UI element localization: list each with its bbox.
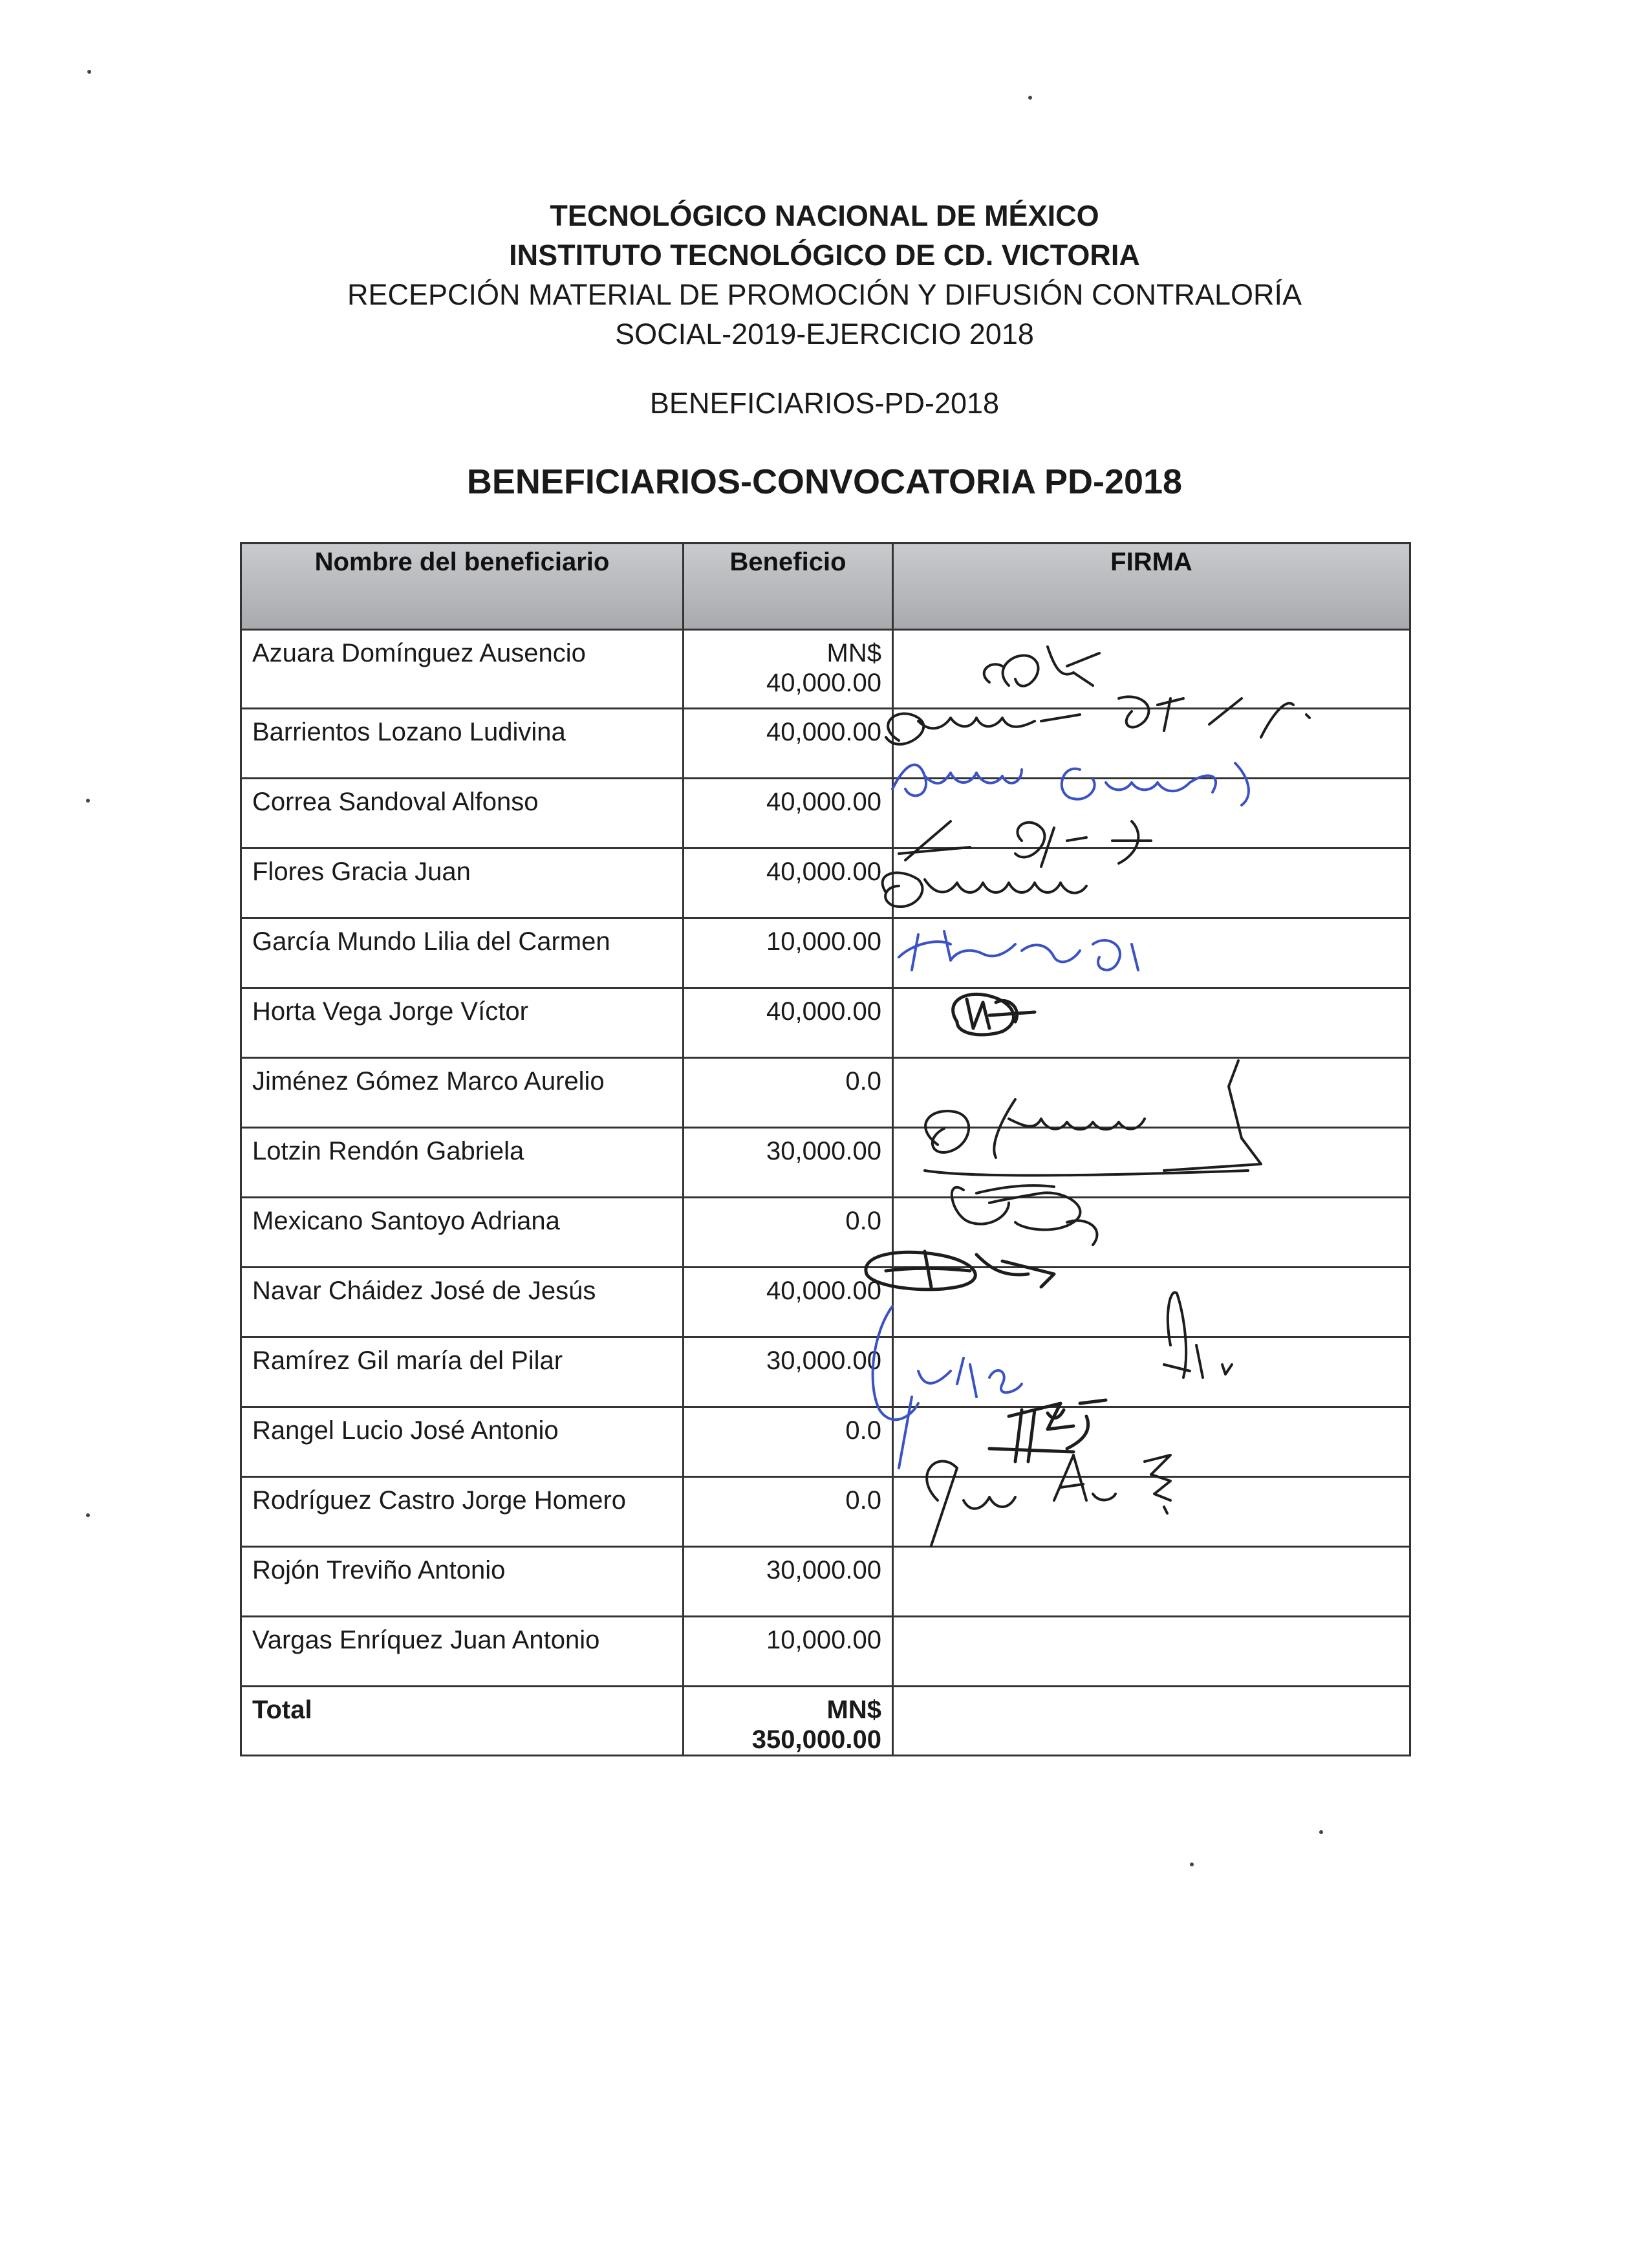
header-institution-line2 — [0, 235, 1649, 275]
table-row — [241, 988, 1410, 1058]
total-amount: 350,000.00 — [751, 1725, 881, 1754]
header-description-line4 — [0, 314, 1649, 354]
table-row — [241, 1128, 1410, 1198]
beneficiary-name: Jiménez Gómez Marco Aurelio — [241, 1058, 684, 1128]
benefit-amount: 30,000.00 — [684, 1547, 893, 1617]
total-currency-prefix: MN$ — [826, 1696, 881, 1724]
column-header-benefit: Beneficio — [684, 543, 893, 630]
beneficiary-name: Correa Sandoval Alfonso — [241, 779, 684, 848]
beneficiary-name: Flores Gracia Juan — [241, 848, 684, 918]
header-line3: RECEPCIÓN MATERIAL DE PROMOCIÓN Y DIFUSIÓN CONTRALORÍA — [347, 278, 1302, 311]
benefit-amount: 40,000.00 — [684, 709, 893, 779]
beneficiary-name: Lotzin Rendón Gabriela — [241, 1128, 684, 1198]
benefit-amount-cell — [684, 630, 893, 709]
table-row — [241, 1268, 1410, 1337]
scan-speck — [1319, 1830, 1323, 1834]
scan-speck — [1190, 1863, 1194, 1866]
beneficiary-name: Horta Vega Jorge Víctor — [241, 988, 684, 1058]
signature-cell — [893, 1407, 1410, 1477]
beneficiaries-table — [240, 542, 1411, 1756]
beneficiary-name: Vargas Enríquez Juan Antonio — [241, 1617, 684, 1687]
signature-cell — [893, 1547, 1410, 1617]
benefit-amount: 0.0 — [684, 1477, 893, 1547]
subtitle: BENEFICIARIOS-PD-2018 — [649, 387, 1000, 420]
table-row — [241, 709, 1410, 779]
signature-cell — [893, 630, 1410, 709]
benefit-amount: 0.0 — [684, 1407, 893, 1477]
benefit-amount: 40,000.00 — [684, 988, 893, 1058]
table-row — [241, 1337, 1410, 1407]
benefit-amount: 40,000.00 — [684, 1268, 893, 1337]
signature-cell — [893, 848, 1410, 918]
header-description-line3 — [0, 275, 1649, 314]
table-row — [241, 918, 1410, 988]
header-line2: INSTITUTO TECNOLÓGICO DE CD. VICTORIA — [509, 239, 1140, 272]
table-row — [241, 1407, 1410, 1477]
column-header-signature: FIRMA — [893, 543, 1410, 630]
table-row — [241, 1198, 1410, 1268]
benefit-amount: 0.0 — [684, 1198, 893, 1268]
signature-cell — [893, 1617, 1410, 1687]
table-row — [241, 848, 1410, 918]
signature-cell — [893, 779, 1410, 848]
beneficiary-name: Rojón Treviño Antonio — [241, 1547, 684, 1617]
beneficiary-name: Barrientos Lozano Ludivina — [241, 709, 684, 779]
signature-cell — [893, 1687, 1410, 1756]
page-title: BENEFICIARIOS-CONVOCATORIA PD-2018 — [466, 462, 1183, 501]
benefit-amount: 30,000.00 — [684, 1128, 893, 1198]
signature-cell — [893, 1058, 1410, 1128]
scan-speck — [86, 1513, 90, 1517]
total-label: Total — [241, 1687, 684, 1756]
scan-speck — [87, 70, 91, 74]
benefit-amount: 10,000.00 — [684, 1617, 893, 1687]
signature-cell — [893, 1337, 1410, 1407]
total-amount-cell — [684, 1687, 893, 1756]
column-header-name: Nombre del beneficiario — [241, 543, 684, 630]
table-row — [241, 1477, 1410, 1547]
table-row — [241, 630, 1410, 709]
table-row — [241, 1617, 1410, 1687]
beneficiary-name: Navar Cháidez José de Jesús — [241, 1268, 684, 1337]
signature-cell — [893, 709, 1410, 779]
signature-cell — [893, 1198, 1410, 1268]
beneficiary-name: Azuara Domínguez Ausencio — [241, 630, 684, 709]
header-line4: SOCIAL-2019-EJERCICIO 2018 — [615, 318, 1034, 351]
signature-cell — [893, 1477, 1410, 1547]
signature-cell — [893, 918, 1410, 988]
scan-speck — [86, 799, 90, 803]
signature-cell — [893, 1268, 1410, 1337]
benefit-amount: 10,000.00 — [684, 918, 893, 988]
benefit-amount: 40,000.00 — [684, 779, 893, 848]
currency-prefix: MN$ — [826, 639, 881, 667]
beneficiary-name: García Mundo Lilia del Carmen — [241, 918, 684, 988]
signature-cell — [893, 1128, 1410, 1198]
header-subtitle — [0, 383, 1649, 423]
total-row — [241, 1687, 1410, 1756]
table-row — [241, 1547, 1410, 1617]
scan-speck — [1028, 96, 1032, 100]
beneficiary-name: Mexicano Santoyo Adriana — [241, 1198, 684, 1268]
header-institution-line1 — [0, 196, 1649, 235]
benefit-amount: 0.0 — [684, 1058, 893, 1128]
beneficiary-name: Rodríguez Castro Jorge Homero — [241, 1477, 684, 1547]
beneficiary-name: Rangel Lucio José Antonio — [241, 1407, 684, 1477]
table-row — [241, 779, 1410, 848]
header-line1: TECNOLÓGICO NACIONAL DE MÉXICO — [550, 199, 1099, 232]
beneficiary-name: Ramírez Gil maría del Pilar — [241, 1337, 684, 1407]
benefit-amount: 30,000.00 — [684, 1337, 893, 1407]
signature-cell — [893, 988, 1410, 1058]
table-row — [241, 1058, 1410, 1128]
header-title — [0, 459, 1649, 504]
benefit-amount: 40,000.00 — [766, 669, 881, 697]
table-header-row — [241, 543, 1410, 630]
benefit-amount: 40,000.00 — [684, 848, 893, 918]
